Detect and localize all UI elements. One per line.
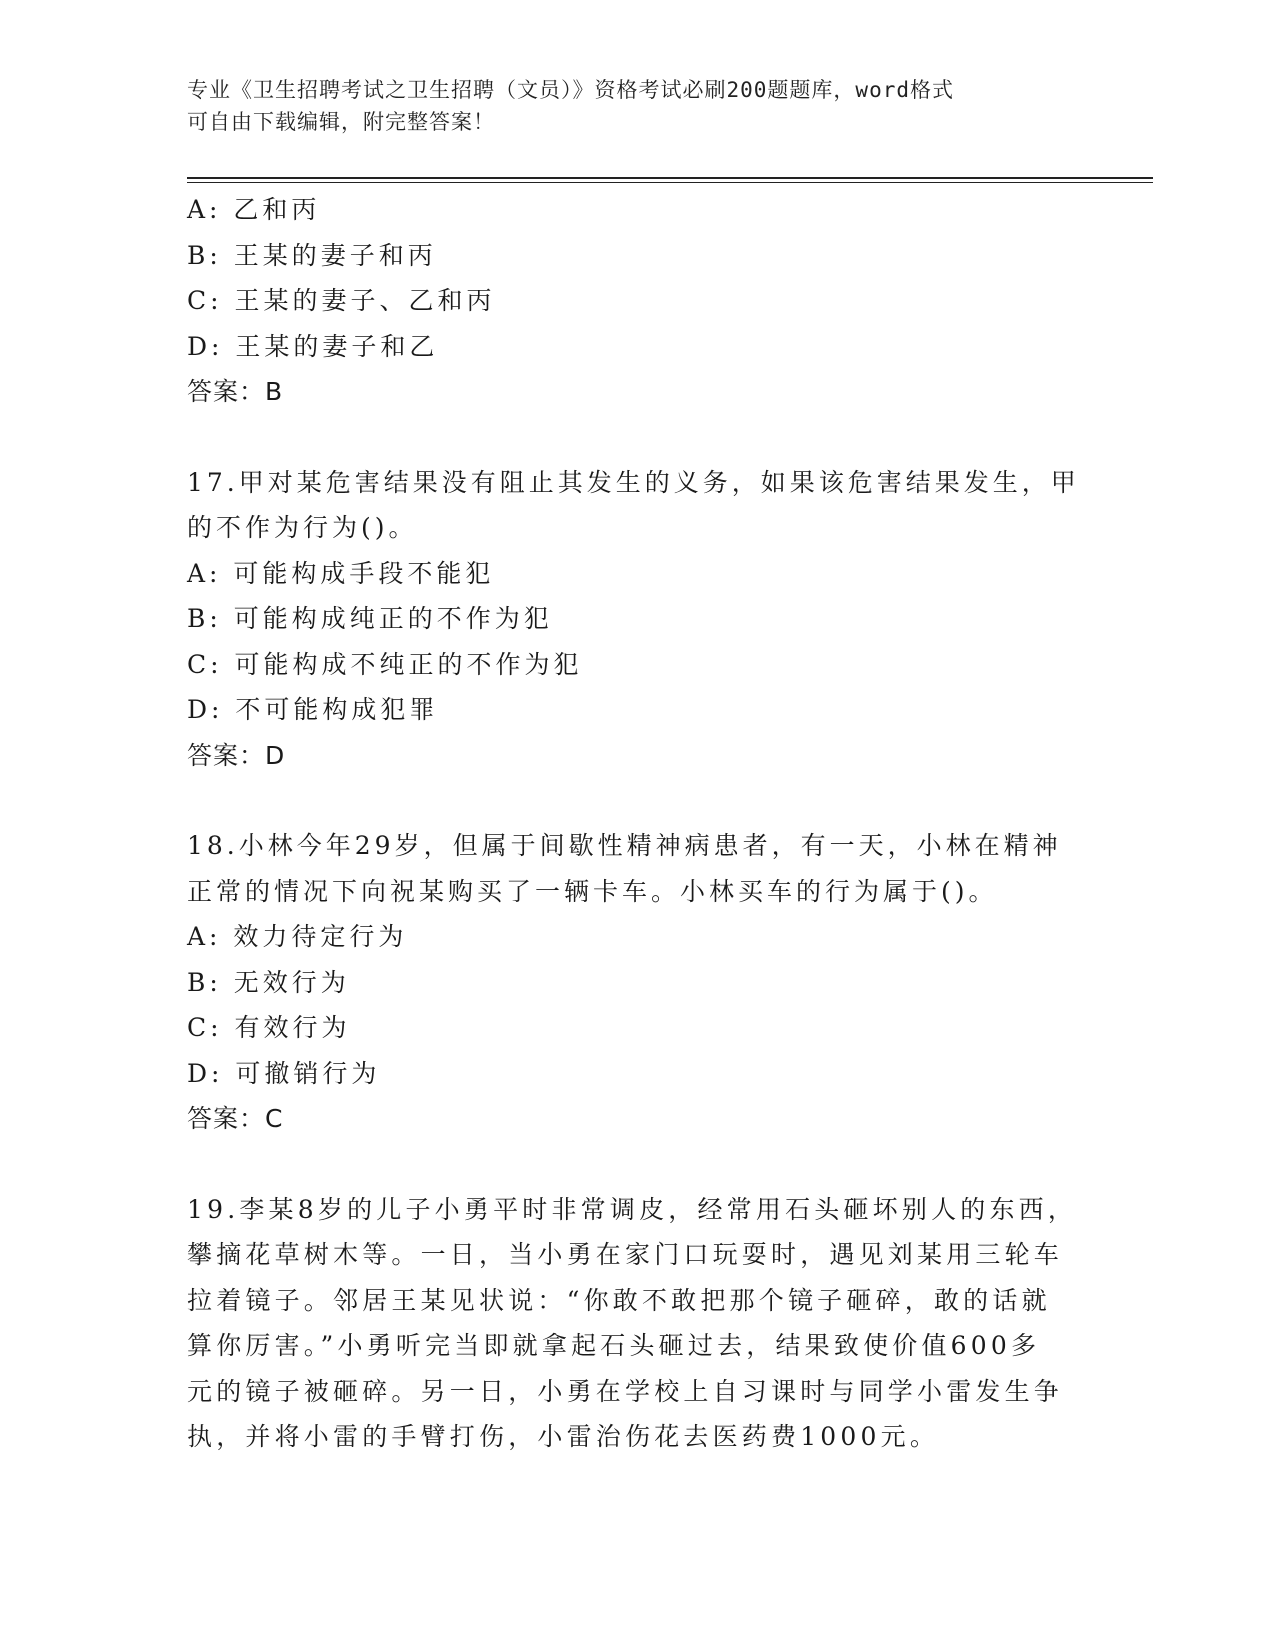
option-a: A: 乙和丙	[187, 195, 321, 224]
option-a: A: 可能构成手段不能犯	[187, 558, 495, 588]
question-17	[187, 460, 1087, 779]
header-divider-thin	[187, 182, 1153, 183]
answer-line: 答案：C	[187, 1104, 284, 1133]
option-d: D: 不可能构成犯罪	[187, 695, 439, 724]
spacer	[187, 1142, 1087, 1187]
spacer	[187, 778, 1087, 823]
header-title-line-1: 专业《卫生招聘考试之卫生招聘（文员）》资格考试必刷200题题库，word格式	[187, 78, 954, 102]
option-c: C: 可能构成不纯正的不作为犯	[187, 649, 583, 679]
question-stem-line: 正常的情况下向祝某购买了一辆卡车。小林买车的行为属于()。	[187, 876, 998, 906]
option-b: B: 可能构成纯正的不作为犯	[187, 604, 553, 633]
question-stem-line: 执，并将小雷的手臂打伤，小雷治伤花去医药费1000元。	[187, 1422, 940, 1451]
question-stem-line: 算你厉害。”小勇听完当即就拿起石头砸过去，结果致使价值600多	[187, 1331, 1041, 1360]
document-body	[187, 187, 1087, 1460]
question-stem-line: 元的镜子被砸碎。另一日，小勇在学校上自习课时与同学小雷发生争	[187, 1376, 1064, 1406]
option-d: D: 王某的妻子和乙	[187, 331, 439, 361]
question-16	[187, 187, 1087, 415]
question-stem-line: 攀摘花草树木等。一日，当小勇在家门口玩耍时，遇见刘某用三轮车	[187, 1240, 1064, 1269]
option-c: C: 王某的妻子、乙和丙	[187, 286, 496, 315]
answer-line: 答案：B	[187, 377, 284, 406]
question-stem-line: 的不作为行为()。	[187, 513, 418, 542]
document-header	[187, 74, 1087, 138]
option-a: A: 效力待定行为	[187, 922, 408, 951]
question-19	[187, 1187, 1087, 1460]
question-stem-line: 18.小林今年29岁，但属于间歇性精神病患者，有一天，小林在精神	[187, 831, 1062, 860]
option-c: C: 有效行为	[187, 1013, 351, 1042]
header-title-line-2: 可自由下载编辑，附完整答案！	[187, 110, 495, 134]
spacer	[187, 415, 1087, 460]
question-stem-line: 拉着镜子。邻居王某见状说：“你敢不敢把那个镜子砸碎，敢的话就	[187, 1285, 1051, 1315]
question-stem-line: 19.李某8岁的儿子小勇平时非常调皮，经常用石头砸坏别人的东西，	[187, 1194, 1078, 1224]
question-18	[187, 823, 1087, 1142]
header-divider-thick	[187, 177, 1153, 179]
option-d: D: 可撤销行为	[187, 1058, 381, 1088]
question-stem-line: 17.甲对某危害结果没有阻止其发生的义务，如果该危害结果发生，甲	[187, 467, 1080, 497]
option-b: B: 无效行为	[187, 967, 350, 997]
answer-line: 答案：D	[187, 740, 286, 770]
option-b: B: 王某的妻子和丙	[187, 240, 437, 270]
